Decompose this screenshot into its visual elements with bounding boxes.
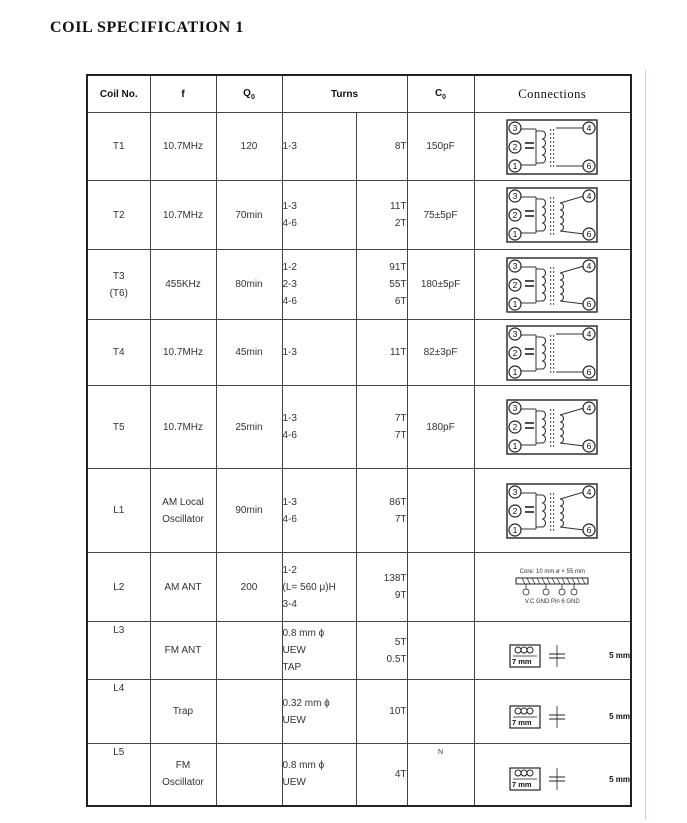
- frequency-cell: [150, 744, 216, 806]
- turns-value: 7T: [394, 513, 407, 525]
- pin-2-icon: [509, 347, 521, 359]
- table-row: [87, 744, 631, 806]
- turns-desc-cell: [282, 680, 356, 744]
- table-row: [87, 680, 631, 744]
- turns-value-cell: [356, 469, 407, 553]
- connections-cell: [474, 250, 631, 320]
- q-cell: [216, 680, 282, 744]
- pin-label: 1: [512, 298, 518, 309]
- transformer-diagram: [506, 187, 598, 243]
- header-row: [87, 75, 631, 113]
- transformer-diagram: [506, 483, 598, 539]
- frequency-value: 10.7MHz: [162, 209, 203, 221]
- table-row: [87, 320, 631, 386]
- turns-value: 9T: [394, 590, 407, 601]
- q-cell: 200: [216, 553, 282, 622]
- transformer-diagram: [506, 399, 598, 455]
- frequency-value: AM ANT: [164, 581, 202, 593]
- pin-1-icon: [509, 298, 521, 310]
- capacitance-cell: N: [407, 744, 474, 806]
- pin-2-icon: [509, 421, 521, 433]
- frequency-value: AM Local: [162, 496, 204, 508]
- frequency-cell: [150, 469, 216, 553]
- turns-value: 7T: [394, 413, 407, 424]
- pin-3-icon: [509, 190, 521, 202]
- pin-3-icon: [509, 486, 521, 498]
- turns-desc-cell: [282, 553, 356, 622]
- pin-label: 2: [512, 141, 518, 152]
- pin-1-icon: [509, 524, 521, 536]
- pin-1-icon: [509, 160, 521, 172]
- turns-desc: 1-3: [282, 201, 297, 212]
- turns-desc: 3-4: [282, 598, 297, 610]
- capacitance-cell: 180±5pF: [407, 250, 474, 320]
- turns-desc: TAP: [282, 662, 302, 673]
- header-capacitance: [407, 75, 474, 113]
- turns-desc: (L= 560 μ)H: [282, 581, 336, 593]
- connections-cell: [474, 469, 631, 553]
- turns-value: 11T: [390, 347, 407, 358]
- turns-desc: 0.8 mm ϕ: [282, 760, 325, 772]
- q-cell: 120: [216, 113, 282, 181]
- turns-value-cell: [356, 386, 407, 469]
- coil-no-cell: [87, 744, 150, 806]
- header-q: [216, 75, 282, 113]
- header-q-label: Q: [243, 87, 251, 99]
- pin-2-icon: [509, 279, 521, 291]
- pin-label: 3: [512, 122, 518, 133]
- pin-6-icon: [583, 228, 595, 240]
- frequency-value: 10.7MHz: [162, 421, 203, 433]
- coil-width-label: 7 mm: [512, 717, 532, 727]
- turns-desc: 1-3: [282, 496, 297, 508]
- turns-desc: 1-3: [282, 141, 297, 152]
- turns-value: 91T: [389, 262, 407, 273]
- core-spec-label: Core: 10 mm ø × 55 mm: [519, 569, 585, 575]
- pin-3-icon: [509, 402, 521, 414]
- turns-value-cell: [356, 744, 407, 806]
- turns-value-cell: [356, 181, 407, 250]
- table-row: [87, 113, 631, 181]
- turns-value: 10T: [389, 706, 407, 717]
- pin-label: 4: [586, 191, 592, 202]
- turns-desc: 4-6: [282, 430, 297, 441]
- pin-label: 6: [586, 229, 592, 240]
- pin-label: 1: [512, 524, 518, 535]
- connections-cell: [474, 622, 631, 680]
- air-coil-icon: [509, 766, 571, 792]
- capacitance-cell: 82±3pF: [407, 320, 474, 386]
- turns-value-cell: [356, 622, 407, 680]
- pin-6-icon: [583, 366, 595, 378]
- turns-desc-cell: [282, 622, 356, 680]
- turns-desc: 2-3: [282, 279, 297, 290]
- coil-no: T5: [112, 421, 125, 433]
- pin-label: 2: [512, 210, 518, 221]
- turns-value-cell: [356, 320, 407, 386]
- q-cell: 25min: [216, 386, 282, 469]
- coil-spec-table: [86, 74, 632, 807]
- frequency-cell: [150, 181, 216, 250]
- transformer-diagram: [506, 325, 598, 381]
- turns-desc-cell: [282, 744, 356, 806]
- capacitance-cell: 75±5pF: [407, 181, 474, 250]
- pin-label: 6: [586, 298, 592, 309]
- turns-desc: 0.32 mm ϕ: [282, 697, 330, 709]
- turns-desc: UEW: [282, 645, 306, 656]
- pin-label: 4: [586, 260, 592, 271]
- coil-no: L3: [113, 625, 125, 636]
- q-cell: 80min: [216, 250, 282, 320]
- frequency-value: Trap: [172, 706, 194, 717]
- turns-desc-cell: [282, 113, 356, 181]
- pin-label: 6: [586, 366, 592, 377]
- pin-3-icon: [509, 260, 521, 272]
- connections-cell: [474, 553, 631, 622]
- capacitance-cell: [407, 622, 474, 680]
- pin-label: 2: [512, 347, 518, 358]
- pin-2-icon: [509, 209, 521, 221]
- coil-no: T4: [112, 347, 125, 358]
- frequency-value: Oscillator: [162, 513, 204, 525]
- pin-6-icon: [583, 160, 595, 172]
- turns-value-cell: [356, 553, 407, 622]
- turns-desc: 1-2: [282, 262, 297, 273]
- turns-value: 2T: [394, 218, 407, 229]
- turns-value: 6T: [394, 296, 407, 307]
- coil-no-cell: [87, 680, 150, 744]
- coil-no: L1: [113, 505, 125, 516]
- coil-height-label: 5 mm: [609, 712, 631, 721]
- frequency-value: 10.7MHz: [162, 347, 203, 358]
- frequency-value: 455KHz: [165, 279, 201, 290]
- coil-no-cell: [87, 181, 150, 250]
- turns-value: 86T: [389, 496, 407, 508]
- pin-label: 2: [512, 279, 518, 290]
- frequency-cell: [150, 680, 216, 744]
- connections-cell: [474, 680, 631, 744]
- pin-6-icon: [583, 298, 595, 310]
- pin-2-icon: [509, 141, 521, 153]
- coil-width-label: 7 mm: [512, 780, 532, 790]
- document-title: COIL SPECIFICATION 1: [50, 19, 244, 36]
- pin-3-icon: [509, 122, 521, 134]
- pin-4-icon: [583, 486, 595, 498]
- turns-value: 0.5T: [386, 653, 407, 665]
- q-cell: 70min: [216, 181, 282, 250]
- pin-1-icon: [509, 366, 521, 378]
- frequency-cell: [150, 386, 216, 469]
- pin-4-icon: [583, 190, 595, 202]
- coil-width-label: 7 mm: [512, 656, 532, 666]
- pin-4-icon: [583, 260, 595, 272]
- turns-value-cell: [356, 113, 407, 181]
- q-cell: 90min: [216, 469, 282, 553]
- turns-desc: 0.8 mm ϕ: [282, 628, 325, 639]
- table-row: [87, 622, 631, 680]
- pin-label: 3: [512, 328, 518, 339]
- frequency-value: FM ANT: [164, 645, 202, 656]
- frequency-value: Oscillator: [162, 777, 204, 789]
- pin-label: 3: [512, 486, 518, 497]
- frequency-cell: [150, 250, 216, 320]
- connections-cell: [474, 181, 631, 250]
- q-cell: [216, 744, 282, 806]
- table-row: [87, 386, 631, 469]
- pin-1-icon: [509, 440, 521, 452]
- page-margin-line: [645, 70, 646, 820]
- pin-label: 4: [586, 122, 592, 133]
- connections-cell: [474, 744, 631, 806]
- air-coil-icon: [509, 704, 571, 730]
- transformer-diagram: [506, 257, 598, 313]
- pin-label: 4: [586, 403, 592, 414]
- pin-3-icon: [509, 328, 521, 340]
- pin-label: 1: [512, 229, 518, 240]
- coil-no: T1: [112, 141, 125, 152]
- turns-desc-cell: [282, 469, 356, 553]
- turns-value: 11T: [390, 201, 407, 212]
- pin-label: 4: [586, 328, 592, 339]
- turns-desc-cell: [282, 386, 356, 469]
- coil-no: L4: [113, 683, 125, 694]
- coil-no: L2: [113, 581, 125, 593]
- pin-label: 2: [512, 505, 518, 516]
- turns-desc-cell: [282, 250, 356, 320]
- frequency-value: FM: [175, 760, 191, 772]
- pin-label: 1: [512, 441, 518, 452]
- coil-no-cell: [87, 622, 150, 680]
- ferrite-rod-icon: [512, 576, 592, 598]
- pin-2-icon: [509, 505, 521, 517]
- pin-label: 2: [512, 422, 518, 433]
- q-cell: 45min: [216, 320, 282, 386]
- pin-4-icon: [583, 402, 595, 414]
- turns-desc: UEW: [282, 777, 306, 789]
- pin-label: 6: [586, 524, 592, 535]
- air-coil-diagram: [475, 766, 631, 792]
- coil-height-label: 5 mm: [609, 651, 631, 660]
- table-row: [87, 553, 631, 622]
- pin-6-icon: [583, 524, 595, 536]
- coil-no: L5: [113, 747, 125, 758]
- q-cell: [216, 622, 282, 680]
- pin-label: 1: [512, 160, 518, 171]
- pin-4-icon: [583, 122, 595, 134]
- turns-desc: 4-6: [282, 218, 297, 229]
- turns-desc: 4-6: [282, 513, 297, 525]
- turns-value: 138T: [383, 573, 407, 584]
- pin-label: 6: [586, 160, 592, 171]
- turns-value: 4T: [394, 768, 407, 780]
- header-frequency: f: [150, 75, 216, 113]
- coil-no: T3: [112, 270, 125, 282]
- pin-label: 3: [512, 403, 518, 414]
- coil-height-label: 5 mm: [609, 774, 631, 784]
- header-turns: Turns: [282, 75, 407, 113]
- coil-no-cell: [87, 553, 150, 622]
- pin-6-icon: [583, 440, 595, 452]
- turns-desc-cell: [282, 320, 356, 386]
- header-c-sub: 0: [442, 93, 447, 101]
- capacitance-cell: 150pF: [407, 113, 474, 181]
- turns-desc: 1-3: [282, 413, 297, 424]
- connections-cell: [474, 320, 631, 386]
- coil-no-cell: [87, 469, 150, 553]
- turns-value: 55T: [389, 279, 407, 290]
- turns-value: 7T: [394, 430, 407, 441]
- turns-value-cell: [356, 250, 407, 320]
- coil-no-cell: [87, 320, 150, 386]
- header-c-label: C: [434, 87, 443, 99]
- air-coil-icon: [509, 643, 571, 669]
- transformer-diagram: [506, 119, 598, 175]
- table-row: [87, 181, 631, 250]
- turns-desc: UEW: [282, 714, 306, 726]
- capacitance-cell: [407, 553, 474, 622]
- pin-label: 6: [586, 441, 592, 452]
- turns-value-cell: [356, 680, 407, 744]
- turns-value: 5T: [394, 636, 407, 648]
- air-coil-diagram: [475, 643, 631, 669]
- coil-no-cell: [87, 386, 150, 469]
- turns-desc-cell: [282, 181, 356, 250]
- frequency-cell: [150, 622, 216, 680]
- frequency-value: 10.7MHz: [162, 141, 203, 152]
- turns-desc: 1-2: [282, 564, 297, 576]
- turns-desc: 1-3: [282, 347, 297, 358]
- connections-cell: [474, 113, 631, 181]
- connections-cell: [474, 386, 631, 469]
- pin-label: 3: [512, 191, 518, 202]
- pin-label: 4: [586, 486, 592, 497]
- table-row: [87, 469, 631, 553]
- turns-desc: 4-6: [282, 296, 297, 307]
- frequency-cell: [150, 113, 216, 181]
- capacitance-cell: [407, 680, 474, 744]
- coil-no-cell: [87, 113, 150, 181]
- coil-no-cell: [87, 250, 150, 320]
- capacitance-cell: 180pF: [407, 386, 474, 469]
- header-connections: Connections: [474, 75, 631, 113]
- pin-4-icon: [583, 328, 595, 340]
- coil-no: (T6): [109, 287, 128, 299]
- pin-label: 1: [512, 366, 518, 377]
- air-coil-diagram: [475, 704, 631, 730]
- frequency-cell: [150, 320, 216, 386]
- capacitance-cell: [407, 469, 474, 553]
- pin-legend-label: V.C GND Pin 6 GND: [524, 599, 580, 605]
- frequency-cell: [150, 553, 216, 622]
- table-row: [87, 250, 631, 320]
- header-q-sub: 0: [250, 93, 255, 101]
- pin-1-icon: [509, 228, 521, 240]
- header-coil-no: Coil No.: [87, 75, 150, 113]
- pin-label: 3: [512, 260, 518, 271]
- coil-no: T2: [112, 209, 125, 221]
- turns-value: 8T: [394, 141, 407, 152]
- antenna-bar-diagram: [475, 568, 631, 606]
